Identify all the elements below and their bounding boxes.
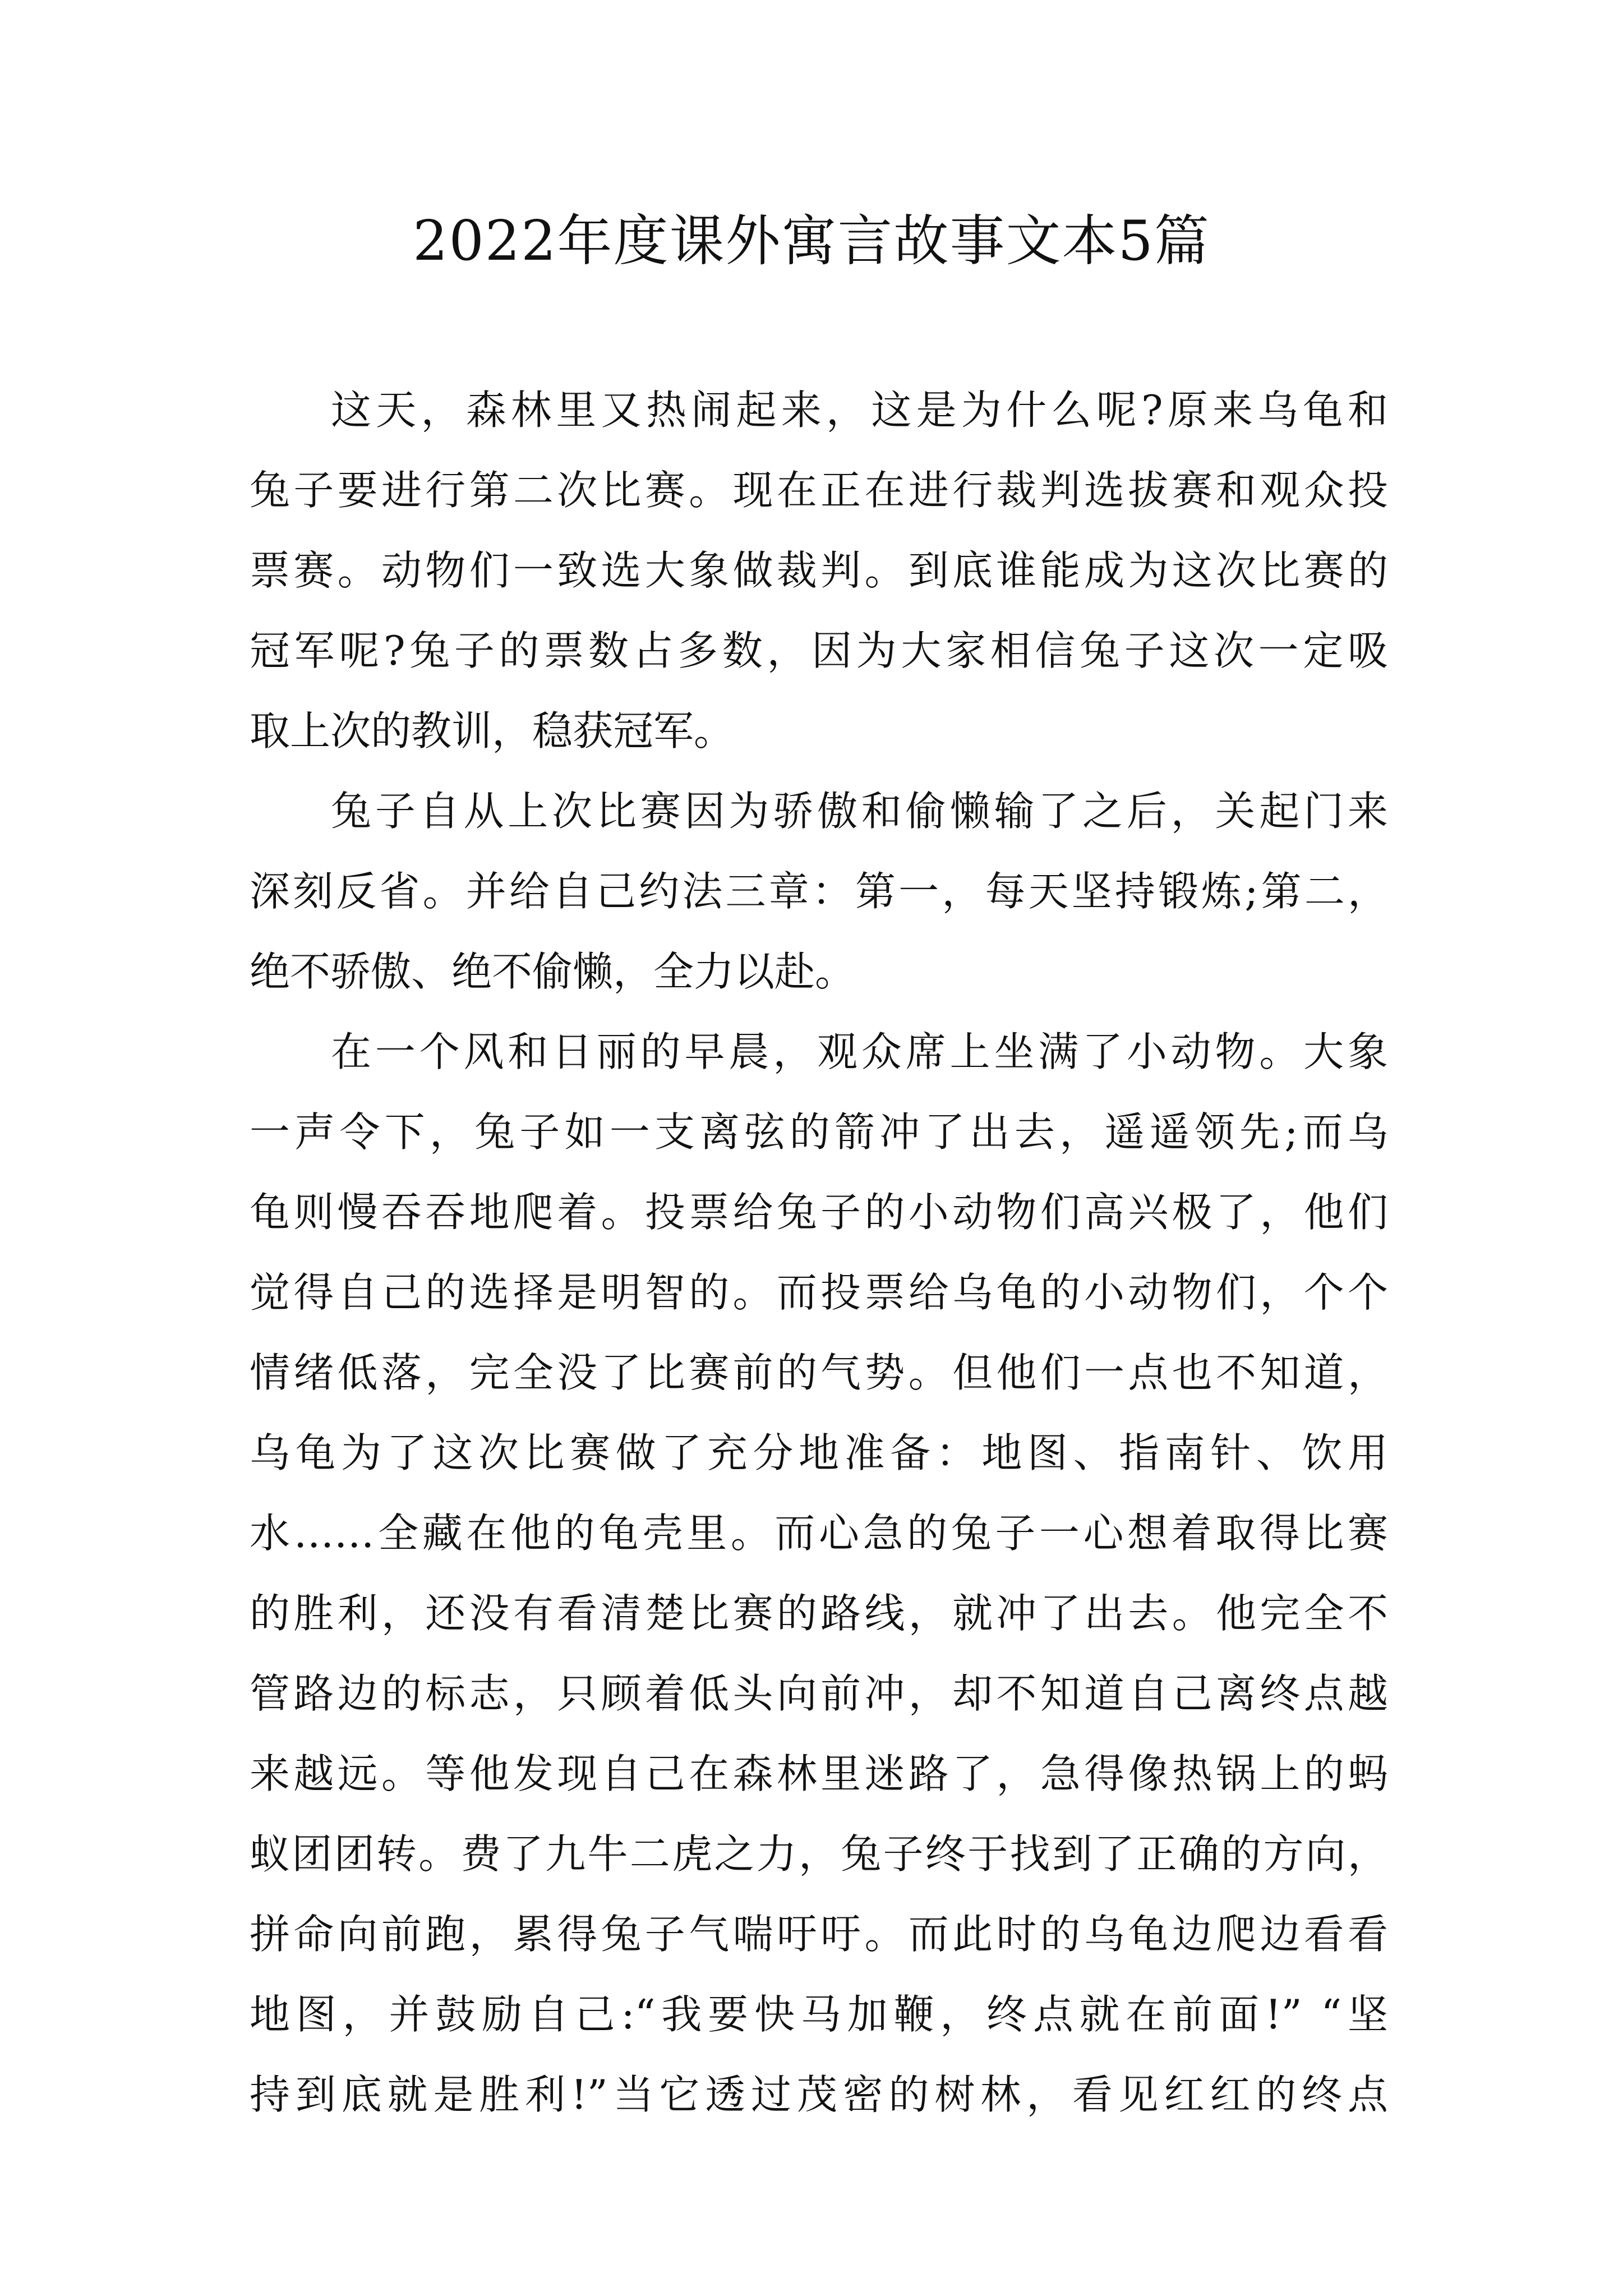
text-line: 取上次的教训，稳获冠军。 (250, 707, 735, 754)
text-line: 蚁团团转。费了九牛二虎之力，兔子终于找到了正确的方向， (250, 1830, 1388, 1878)
document-title: 2022年度课外寓言故事文本5篇 (413, 209, 1210, 273)
text-line: 情绪低落，完全没了比赛前的气势。但他们一点也不知道， (250, 1349, 1388, 1396)
text-line: 管路边的标志，只顾着低头向前冲，却不知道自己离终点越 (250, 1670, 1388, 1717)
text-line: 龟则慢吞吞地爬着。投票给兔子的小动物们高兴极了，他们 (250, 1189, 1388, 1236)
text-line: 兔子要进行第二次比赛。现在正在进行裁判选拔赛和观众投 (250, 467, 1388, 514)
text-line: 这天，森林里又热闹起来，这是为什么呢?原来乌龟和 (331, 386, 1388, 434)
text-line: 水……全藏在他的龟壳里。而心急的兔子一心想着取得比赛 (250, 1510, 1388, 1557)
text-line: 持到底就是胜利!”当它透过茂密的树林，看见红红的终点 (250, 2071, 1388, 2118)
text-line: 票赛。动物们一致选大象做裁判。到底谁能成为这次比赛的 (250, 547, 1388, 594)
text-line: 冠军呢?兔子的票数占多数，因为大家相信兔子这次一定吸 (250, 627, 1388, 674)
text-line: 地图，并鼓励自己:“我要快马加鞭，终点就在前面!” “坚 (250, 1991, 1388, 2038)
text-line: 绝不骄傲、绝不偷懒，全力以赴。 (250, 948, 856, 995)
text-line: 觉得自己的选择是明智的。而投票给乌龟的小动物们，个个 (250, 1269, 1388, 1316)
text-line: 的胜利，还没有看清楚比赛的路线，就冲了出去。他完全不 (250, 1590, 1388, 1637)
text-line: 深刻反省。并给自己约法三章：第一，每天坚持锻炼;第二， (250, 868, 1388, 915)
text-line: 乌龟为了这次比赛做了充分地准备：地图、指南针、饮用 (250, 1429, 1388, 1476)
text-line: 在一个风和日丽的早晨，观众席上坐满了小动物。大象 (331, 1028, 1388, 1075)
text-line: 一声令下，兔子如一支离弦的箭冲了出去，遥遥领先;而乌 (250, 1108, 1388, 1156)
document-body (250, 370, 1388, 2135)
text-line: 拼命向前跑，累得兔子气喘吁吁。而此时的乌龟边爬边看看 (250, 1911, 1388, 1958)
text-line: 来越远。等他发现自己在森林里迷路了，急得像热锅上的蚂 (250, 1750, 1388, 1797)
text-line: 兔子自从上次比赛因为骄傲和偷懒输了之后，关起门来 (331, 788, 1388, 835)
